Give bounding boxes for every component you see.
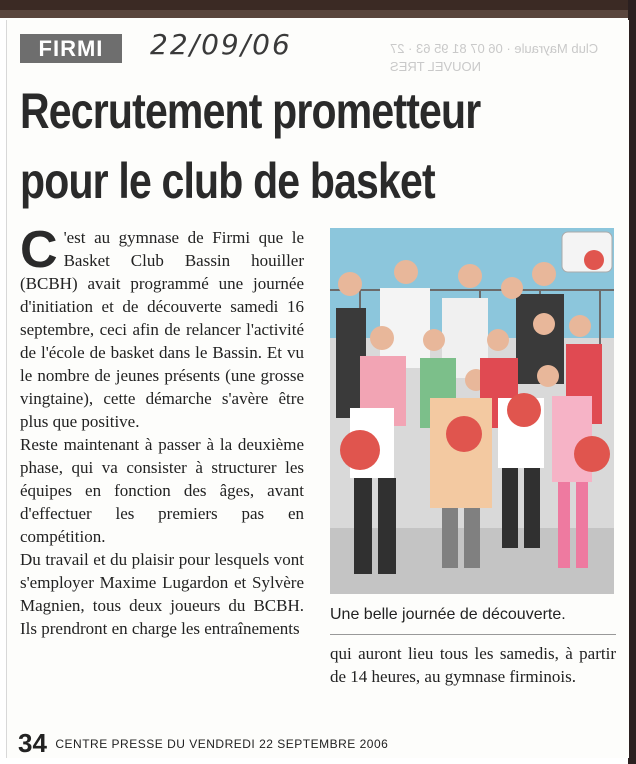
backboard — [562, 232, 612, 272]
paragraph-3: Du travail et du plaisir pour lesquels vont s'employer Maxime Lugardon et Sylvère Magnien, tous deux joueurs du BCBH. Ils prendront en charge les entraînements — [20, 550, 304, 638]
page-footer — [18, 728, 388, 759]
publication-line: CENTRE PRESSE DU VENDREDI 22 SEPTEMBRE 2006 — [55, 736, 389, 751]
handwritten-date: 22/09/06 — [150, 28, 292, 61]
article-left-column — [20, 221, 304, 640]
paragraph-1 — [20, 221, 304, 433]
article-right-column — [330, 642, 616, 688]
paragraph-2: Reste maintenant à passer à la deuxième phase, qui va consister à structurer les équipes en fonction des âges, avant d'effectuer les premiers pas en compétition. — [20, 435, 304, 546]
headline-line-1: Recrutement prometteur — [20, 83, 481, 139]
photo-caption: Une belle journée de découverte. — [330, 606, 566, 623]
drop-cap: C — [20, 221, 58, 279]
section-tag: FIRMI — [20, 34, 122, 63]
scanner-right-edge — [628, 0, 636, 764]
caption-divider — [330, 634, 616, 635]
team-photo — [330, 228, 614, 594]
paragraph-4: qui auront lieu tous les samedis, à partir de 14 heures, au gymnase firminois. — [330, 644, 616, 686]
headline — [20, 76, 620, 216]
bleed-through-text: Club Mayraule · 06 07 81 95 63 · 27 NOUVEL TRES — [390, 41, 599, 74]
scanner-strip — [0, 10, 636, 18]
paragraph-1-text: 'est au gymnase de Firmi que le Basket Club Bassin houiller (BCBH) avait programmé une journée d'initiation et de découverte samedi 16 septembre, ceci afin de relancer l'activité de l'école de basket dans le Bassin. Et vu le nombre de jeunes présents (une grosse vingtaine), cette démarche s'avère être plus que positive. — [20, 228, 304, 431]
page-number: 34 — [18, 728, 47, 758]
headline-line-2: pour le club de basket — [20, 153, 435, 209]
team-photo-illustration — [330, 228, 614, 594]
